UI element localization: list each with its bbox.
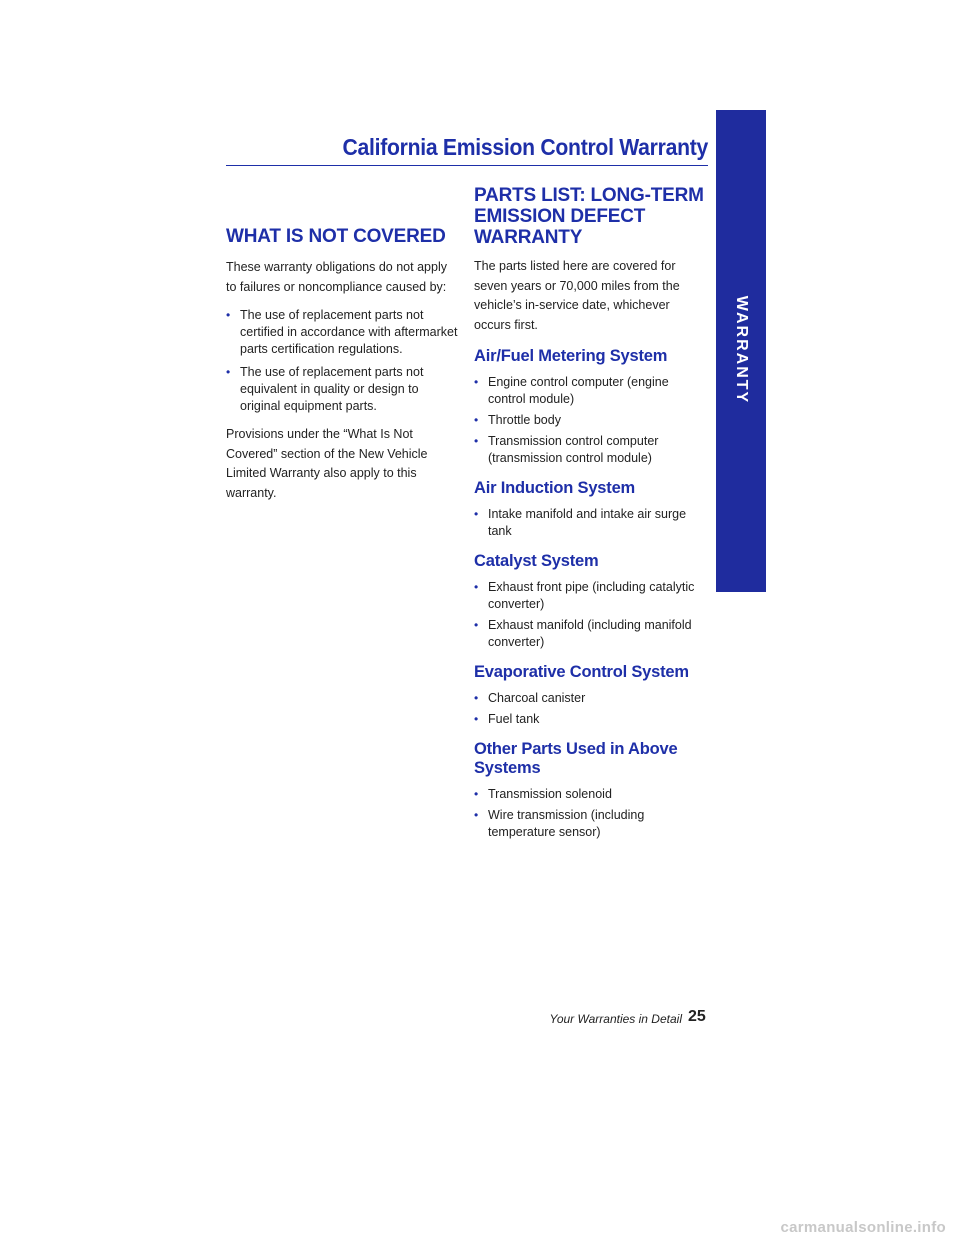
bullet-icon: • [474, 618, 479, 632]
bullet-icon: • [226, 365, 231, 379]
header-divider [226, 165, 708, 166]
footer-caption: Your Warranties in Detail [549, 1012, 682, 1026]
catalyst-list [474, 579, 708, 651]
evaporative-control-list [474, 690, 708, 728]
other-parts-list [474, 786, 708, 841]
air-induction-list [474, 506, 708, 540]
bullet-icon: • [474, 580, 479, 594]
bullet-icon: • [474, 507, 479, 521]
bullet-icon: • [474, 808, 479, 822]
bullet-icon: • [474, 712, 479, 726]
section-evaporative-control: Evaporative Control System [474, 663, 689, 681]
list-item: • The use of replacement parts not equivalent in quality or design to original equipment parts. [226, 365, 424, 413]
list-item: • The use of replacement parts not certified in accordance with aftermarket parts certification regulations. [226, 308, 458, 356]
list-item: • Throttle body [474, 413, 561, 427]
list-item: • Wire transmission (including temperature sensor) [474, 808, 645, 839]
side-tab-label: WARRANTY [733, 295, 750, 405]
bullet-icon: • [226, 308, 231, 322]
list-item: • Intake manifold and intake air surge tank [474, 507, 687, 538]
list-item: • Exhaust front pipe (including catalytic converter) [474, 580, 695, 611]
section-air-fuel-metering: Air/Fuel Metering System [474, 347, 668, 365]
bullet-icon: • [474, 691, 479, 705]
bullet-icon: • [474, 413, 479, 427]
section-air-induction: Air Induction System [474, 479, 636, 497]
list-item: • Transmission solenoid [474, 787, 612, 801]
parts-list-intro: The parts listed here are covered for seven years or 70,000 miles from the vehicle’s in-service date, whichever occurs first. [474, 259, 680, 332]
not-covered-intro: These warranty obligations do not apply to failures or noncompliance caused by: [226, 260, 447, 294]
list-item: • Exhaust manifold (including manifold converter) [474, 618, 692, 649]
list-item: • Charcoal canister [474, 691, 586, 705]
left-column [226, 226, 458, 503]
watermark: carmanualsonline.info [780, 1219, 946, 1236]
list-item: • Transmission control computer (transmission control module) [474, 434, 659, 465]
not-covered-closing: Provisions under the “What Is Not Covered” section of the New Vehicle Limited Warranty also apply to this warranty. [226, 427, 428, 500]
list-item: • Fuel tank [474, 712, 540, 726]
bullet-icon: • [474, 787, 479, 801]
air-fuel-metering-list [474, 374, 708, 467]
not-covered-list [226, 307, 458, 415]
list-item: • Engine control computer (engine control module) [474, 375, 669, 406]
right-column [458, 185, 708, 841]
section-catalyst: Catalyst System [474, 552, 599, 570]
page-number: 25 [688, 1008, 706, 1025]
parts-list-heading: PARTS LIST: LONG-TERM EMISSION DEFECT WARRANTY [474, 185, 704, 248]
not-covered-heading: WHAT IS NOT COVERED [226, 226, 446, 247]
bullet-icon: • [474, 434, 479, 448]
page-header-title: California Emission Control Warranty [342, 134, 708, 160]
bullet-icon: • [474, 375, 479, 389]
section-other-parts: Other Parts Used in Above Systems [474, 740, 678, 777]
